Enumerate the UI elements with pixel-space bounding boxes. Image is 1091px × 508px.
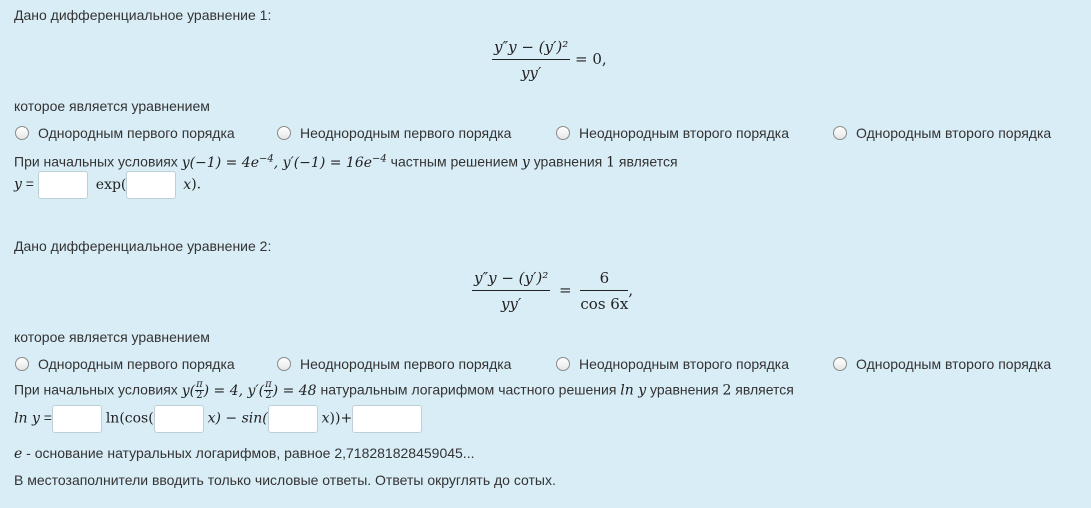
- q1-eq-rhs: = 0,: [575, 50, 607, 68]
- q1-answer-y-label: y: [14, 176, 22, 193]
- q2-answer-row: [14, 405, 422, 433]
- q1-option-4-label: Однородным второго порядка: [856, 125, 1052, 141]
- radio-icon[interactable]: [833, 126, 847, 140]
- q1-answer-row: [14, 171, 201, 199]
- radio-icon[interactable]: [277, 357, 291, 371]
- q1-option-3[interactable]: [556, 125, 789, 141]
- q2-cond-lny: ln y: [620, 382, 647, 399]
- q1-cond-suffix2: уравнения: [529, 153, 607, 170]
- q1-eq-denominator: yy′: [520, 64, 542, 82]
- q2-sin-argument-input[interactable]: [268, 405, 318, 433]
- q2-cond-suffix: натуральным логарифмом частного решения: [316, 381, 621, 398]
- q2-answer-eq: =: [39, 409, 52, 426]
- e-note: [14, 445, 474, 462]
- q2-cond-math: y( $\frac{\pi}{2}$ ) = 4, y′( $\frac{\pi}{2}$ ) = 48: [181, 379, 317, 401]
- q2-answer-lncos: ln(cos(: [105, 410, 154, 427]
- q1-cond-y: y: [521, 154, 530, 171]
- q1-option-3-label: Неоднородным второго порядка: [579, 125, 789, 141]
- q2-cond-prefix: При начальных условиях: [14, 381, 182, 398]
- q2-equation: [472, 269, 633, 313]
- q1-cond-suffix3: является: [615, 153, 678, 170]
- radio-icon[interactable]: [15, 126, 29, 140]
- q2-answer-sin-label: x) − sin(: [207, 410, 268, 427]
- q2-intro: Дано дифференциальное уравнение 2:: [14, 238, 272, 254]
- q1-option-4[interactable]: [833, 125, 1051, 141]
- q2-answer-plus: ))+: [329, 410, 353, 427]
- q1-option-1[interactable]: [15, 125, 235, 141]
- q2-cond-suffix3: является: [731, 381, 794, 398]
- q1-intro: Дано дифференциальное уравнение 1:: [14, 7, 272, 23]
- q2-type-label: которое является уравнением: [14, 329, 210, 345]
- radio-icon[interactable]: [556, 126, 570, 140]
- q1-cond-num: 1: [606, 154, 616, 171]
- q1-eq-numerator: y″y − (y′)²: [492, 38, 570, 60]
- q2-answer-x: x: [321, 410, 330, 427]
- q1-answer-exp-label: exp(: [95, 176, 127, 193]
- q2-cond-suffix2: уравнения: [646, 381, 723, 398]
- q1-coefficient-input[interactable]: [38, 171, 88, 199]
- q2-conditions: [14, 380, 794, 401]
- q2-option-3-label: Неоднородным второго порядка: [579, 356, 789, 372]
- q2-eq-rhs-denominator: cos 6x: [580, 295, 629, 313]
- q2-answer-lny-label: ln y: [14, 410, 40, 427]
- q1-answer-tail: ).: [191, 176, 202, 193]
- q2-eq-denominator: yy′: [500, 295, 522, 313]
- e-note-text: - основание натуральных логарифмов, равное 2,718281828459045...: [22, 445, 475, 461]
- q2-option-1[interactable]: [15, 356, 235, 372]
- q2-option-1-label: Однородным первого порядка: [38, 356, 235, 372]
- radio-icon[interactable]: [277, 126, 291, 140]
- q1-conditions: [14, 153, 678, 171]
- q1-exponent-input[interactable]: [126, 171, 176, 199]
- q2-constant-input[interactable]: [352, 405, 422, 433]
- q2-option-2-label: Неоднородным первого порядка: [300, 356, 512, 372]
- q2-eq-numerator: y″y − (y′)²: [472, 269, 550, 291]
- q1-cond-math: $y(-1) = 4e^{-4}$, $y'(-1) = 16e^{-4}$: [181, 153, 387, 171]
- q2-option-4-label: Однородным второго порядка: [856, 356, 1052, 372]
- q1-option-2-label: Неоднородным первого порядка: [300, 125, 512, 141]
- radio-icon[interactable]: [15, 357, 29, 371]
- q2-option-2[interactable]: [277, 356, 511, 372]
- e-symbol: e: [14, 446, 23, 462]
- q1-equation: [492, 38, 607, 82]
- radio-icon[interactable]: [556, 357, 570, 371]
- q1-answer-eq: =: [21, 175, 34, 192]
- q1-cond-prefix: При начальных условиях: [14, 153, 182, 170]
- radio-icon[interactable]: [833, 357, 847, 371]
- q1-answer-x: x: [183, 176, 192, 193]
- q2-option-3[interactable]: [556, 356, 789, 372]
- q1-option-1-label: Однородным первого порядка: [38, 125, 235, 141]
- instructions: В местозаполнители вводить только числовые ответы. Ответы округлять до сотых.: [14, 472, 556, 488]
- q2-cond-num: 2: [722, 382, 732, 399]
- q2-eq-equals: =: [559, 281, 572, 299]
- q2-eq-comma: ,: [628, 281, 634, 299]
- q1-option-2[interactable]: [277, 125, 511, 141]
- q2-coefficient-input[interactable]: [52, 405, 102, 433]
- q2-cos-argument-input[interactable]: [154, 405, 204, 433]
- q1-type-label: которое является уравнением: [14, 98, 210, 114]
- q2-option-4[interactable]: [833, 356, 1051, 372]
- q2-eq-rhs-numerator: 6: [580, 269, 628, 291]
- q1-cond-suffix: частным решением: [386, 153, 522, 170]
